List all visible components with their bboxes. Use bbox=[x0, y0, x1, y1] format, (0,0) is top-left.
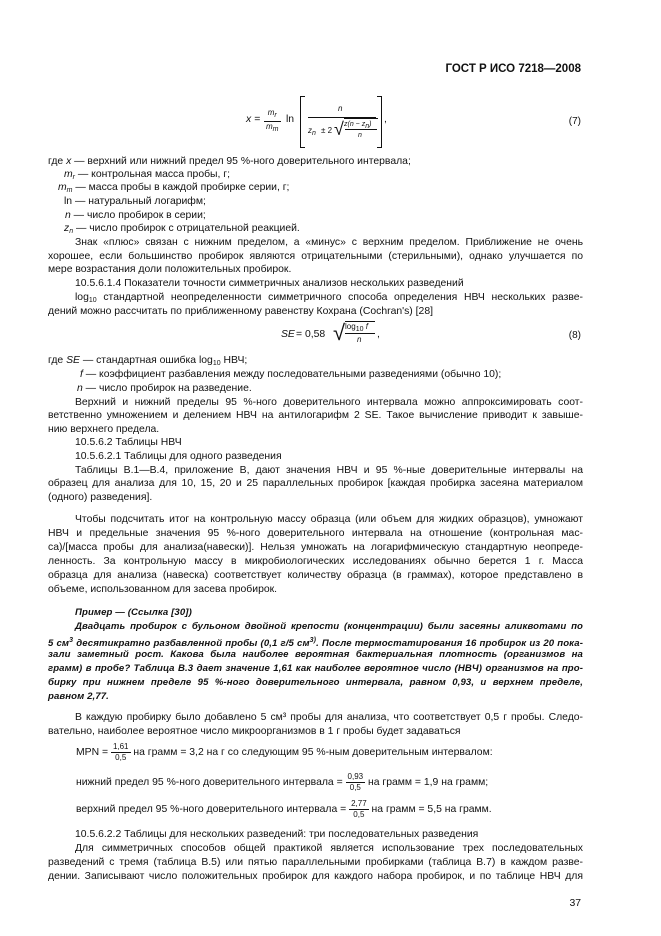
page-number: 37 bbox=[569, 898, 581, 909]
standard-code-header: ГОСТ Р ИСО 7218—2008 bbox=[445, 63, 581, 75]
para5-line3: са)/[масса пробы для анализа(навески)]. Нельзя умножать на логарифмическую стандартную неопреде- bbox=[48, 542, 583, 553]
para7-line1: Для симметричных способов общей практикой является использование трех последовательных bbox=[75, 843, 583, 854]
para4-line3: (одного) разведения]. bbox=[48, 492, 153, 503]
example-line2: 5 $см^3$ десятикратно разбавленной пробы (0,1 г/5 $см^{3)}$. После термостатирования 16 пробирок из 20 пока- bbox=[48, 637, 583, 649]
upper-limit-formula: верхний предел 95 %-ного доверительного интервала = $\frac{2,77}{0,5}$ на грамм = 5,5 на грамм. bbox=[76, 798, 492, 819]
para3-line2: ветственно умножением и делением НВЧ на антилогарифм 2 SE. Такое вычисление приводит к завыше- bbox=[48, 410, 583, 421]
def-mr: $m_r$ — контрольная масса пробы, г; bbox=[64, 169, 230, 181]
para5-line1: Чтобы подсчитать итог на контрольную массу образца (или объем для жидких образцов), умножают bbox=[75, 514, 583, 525]
para2-line1: $\log_{10}$ стандартной неопределенности симметричного способа определения НВЧ нескольких разве- bbox=[75, 292, 583, 304]
formula7-bracket-right bbox=[377, 96, 382, 148]
para5-line5: образца для анализа (навеска) соответствует количеству образца (в граммах), которое представлено в bbox=[48, 570, 583, 581]
sqrt-sign: √ bbox=[334, 119, 344, 139]
para2-line2: дений можно рассчитать по приближенному равенству Кохрана (Cochran's) [28] bbox=[48, 306, 433, 317]
formula-7-number: (7) bbox=[568, 116, 581, 127]
section-10-5-6-2-2: 10.5.6.2.2 Таблицы для нескольких разведений: три последовательных разведения bbox=[75, 829, 479, 840]
def-se: где SE — стандартная ошибка $\log_{10}$ НВЧ; bbox=[48, 355, 248, 367]
lower-limit-formula: нижний предел 95 %-ного доверительного интервала = $\frac{0,93}{0,5}$ на грамм = 1,9 на грамм; bbox=[76, 771, 489, 792]
formula7-lhs: x = bbox=[246, 114, 261, 125]
para7-line3: дении. Записывают число положительных пробирок для каждого набора пробирок, и по таблице НВЧ для bbox=[48, 871, 583, 882]
sqrt-sign: √ bbox=[333, 320, 346, 345]
para1-line2: хорошее, если большинство пробирок являются отрицательными (стерильными), однако улучшается по bbox=[48, 251, 583, 262]
def-x: где x — верхний или нижний предел 95 %-ного доверительного интервала; bbox=[48, 156, 411, 167]
para1-line1: Знак «плюс» связан с нижним пределом, а «минус» с верхним пределом. Приближение не очень bbox=[75, 237, 583, 248]
section-10-5-6-2: 10.5.6.2 Таблицы НВЧ bbox=[75, 437, 182, 448]
example-line1: Двадцать пробирок с бульоном двойной крепости (концентрации) были засеяны аликвотами по bbox=[75, 621, 583, 632]
para1-line3: мере возрастания доли положительных пробирок. bbox=[48, 264, 292, 275]
formula7-bracket-left bbox=[300, 96, 305, 148]
formula7-ln: ln bbox=[286, 114, 295, 125]
para4-line2: образец для анализа для 10, 15, 20 и 25 параллельных пробирок [каждая пробирка засеяна материалом bbox=[48, 478, 583, 489]
para5-line6: объеме, использованном для засева пробирок. bbox=[48, 584, 278, 595]
document-page: ГОСТ Р ИСО 7218—2008 x = $\frac{mr}{mm}$ ln n zn ± 2 √ z(n − zn) n , (7) где x — верхний или нижний предел 95 %-ного доверительного интервала; $m_r$ — контрольная масса пробы, г; $m_m$ — масса пробы в каждой пробирке серии, г; ln — натуральный логарифм; n — число пробирок в серии; $z_n$ — число пробирок с отрицательной реакцией. Знак «плюс» связан с нижним пределом, а «минус» с верхним пределом. Приближение не очень хорошее, если большинство пробирок являются отрицательными (стерильными), однако улучшается по мере возрастания доли положительных пробирок. 10.5.6.1.4 Показатели точности симметричных анализов нескольких разведений $\log_{10}$ стандартной неопределенности симметричного способа определения НВЧ нескольких разве- дений можно рассчитать по приближенному равенству Кохрана (Cochran's) [28] SE = 0,58 √ log10 f n , (8) где SE — стандартная ошибка $\log_{10}$ НВЧ; f — коэффициент разбавления между последовательными разведениями (обычно 10); n — число пробирок на разведение. Верхний и нижний пределы 95 %-ного доверительного интервала можно аппроксимировать соот- ветственно умножением и делением НВЧ на антилогарифм 2 SE. Такое вычисление приводит к завыше- нию верхнего предела. 10.5.6.2 Таблицы НВЧ 10.5.6.2.1 Таблицы для одного разведения Таблицы В.1—В.4, приложение В, дают значения НВЧ и 95 %-ные доверительные интервалы на образец для анализа для 10, 15, 20 и 25 параллельных пробирок [каждая пробирка засеяна материалом (одного) разведения]. Чтобы подсчитать итог на контрольную массу образца (или объем для жидких образцов), умножают НВЧ и предельные значения 95 %-ного доверительного интервала на отношение (контрольная мас- са)/[масса пробы для анализа(навески)]. Нельзя умножать на логарифмическую стандартную неопреде- ленность. За контрольную массу в микробиологических исследованиях обычно берется 1 г. Масса образца для анализа (навеска) соответствует количеству образца (в граммах), которое представлено в объеме, использованном для засева пробирок. Пример — (Ссылка [30]) Двадцать пробирок с бульоном двойной крепости (концентрации) были засеяны аликвотами по 5 $см^3$ десятикратно разбавленной пробы (0,1 г/5 $см^{3)}$. После термостатирования 16 пробирок из 20 пока- зали заметный рост. Какова была наиболее вероятная бактериальная плотность (организмов на грамм) в пробе? Таблица В.3 дает значение 1,61 как наиболее вероятное число (НВЧ) организмов на про- бирку при нижнем пределе 95 %-ного доверительного интервала, равном 0,93, и верхнем пределе, равном 2,77. В каждую пробирку было добавлено 5 см³ пробы для анализа, что соответствует 0,5 г пробы. Следо- вательно, наиболее вероятное число микроорганизмов в 1 г пробы будет задаваться MPN = $\frac{1,61}{0,5}$ на грамм = 3,2 на г со следующим 95 %-ным доверительным интервалом: нижний предел 95 %-ного доверительного интервала = $\frac{0,93}{0,5}$ на грамм = 1,9 на грамм; верхний предел 95 %-ного доверительного интервала = $\frac{2,77}{0,5}$ на грамм = 5,5 на грамм. 10.5.6.2.2 Таблицы для нескольких разведений: три последовательных разведения Для симметричных способов общей практикой является использование трех последовательных разведений с тремя (таблица В.5) или пятью параллельными пробирками (таблица В.7) в каждом разве- дении. Записывают число положительных пробирок для каждого набора пробирок, и по таблице НВЧ для 37 bbox=[0, 0, 661, 936]
section-10-5-6-1-4: 10.5.6.1.4 Показатели точности симметричных анализов нескольких разведений bbox=[75, 278, 464, 289]
formula-8-number: (8) bbox=[568, 330, 581, 341]
para6-line1: В каждую пробирку было добавлено 5 см³ пробы для анализа, что соответствует 0,5 г пробы. Следо- bbox=[75, 712, 583, 723]
para7-line2: разведений с тремя (таблица В.5) или пятью параллельными пробирками (таблица В.7) в каждом разве- bbox=[48, 857, 583, 868]
para6-line2: вательно, наиболее вероятное число микроорганизмов в 1 г пробы будет задаваться bbox=[48, 726, 461, 737]
example-line3: зали заметный рост. Какова была наиболее вероятная бактериальная плотность (организмов на bbox=[48, 649, 583, 660]
def-zn: $z_n$ — число пробирок с отрицательной реакцией. bbox=[64, 223, 300, 235]
section-10-5-6-2-1: 10.5.6.2.1 Таблицы для одного разведения bbox=[75, 451, 282, 462]
mpn-formula: MPN = $\frac{1,61}{0,5}$ на грамм = 3,2 на г со следующим 95 %-ным доверительным интервалом: bbox=[76, 741, 493, 762]
para4-line1: Таблицы В.1—В.4, приложение В, дают значения НВЧ и 95 %-ные доверительные интервалы на bbox=[75, 465, 583, 476]
example-line6: равном 2,77. bbox=[48, 691, 109, 702]
para3-line3: нию верхнего предела. bbox=[48, 424, 160, 435]
para5-line4: ленность. За контрольную массу в микробиологических исследованиях обычно берется 1 г. Масса bbox=[48, 556, 583, 567]
def-n8: n — число пробирок на разведение. bbox=[77, 383, 252, 394]
para3-line1: Верхний и нижний пределы 95 %-ного доверительного интервала можно аппроксимировать соот- bbox=[75, 397, 583, 408]
def-ln: ln — натуральный логарифм; bbox=[64, 196, 206, 207]
example-line4: грамм) в пробе? Таблица В.3 дает значение 1,61 как наиболее вероятное число (НВЧ) организмов на про- bbox=[48, 663, 583, 674]
formula7-mass-ratio: $\frac{mr}{mm}$ bbox=[266, 108, 279, 133]
para5-line2: НВЧ и предельные значения 95 %-ного доверительного интервала на отношение (контрольная мас- bbox=[48, 528, 583, 539]
example-title: Пример — (Ссылка [30]) bbox=[75, 607, 192, 618]
example-line5: бирку при нижнем пределе 95 %-ного доверительного интервала, равном 0,93, и верхнем пределе, bbox=[48, 677, 583, 688]
def-f: f — коэффициент разбавления между последовательными разведениями (обычно 10); bbox=[80, 369, 502, 380]
def-n: n — число пробирок в серии; bbox=[65, 210, 206, 221]
def-mm: $m_m$ — масса пробы в каждой пробирке серии, г; bbox=[58, 182, 290, 194]
